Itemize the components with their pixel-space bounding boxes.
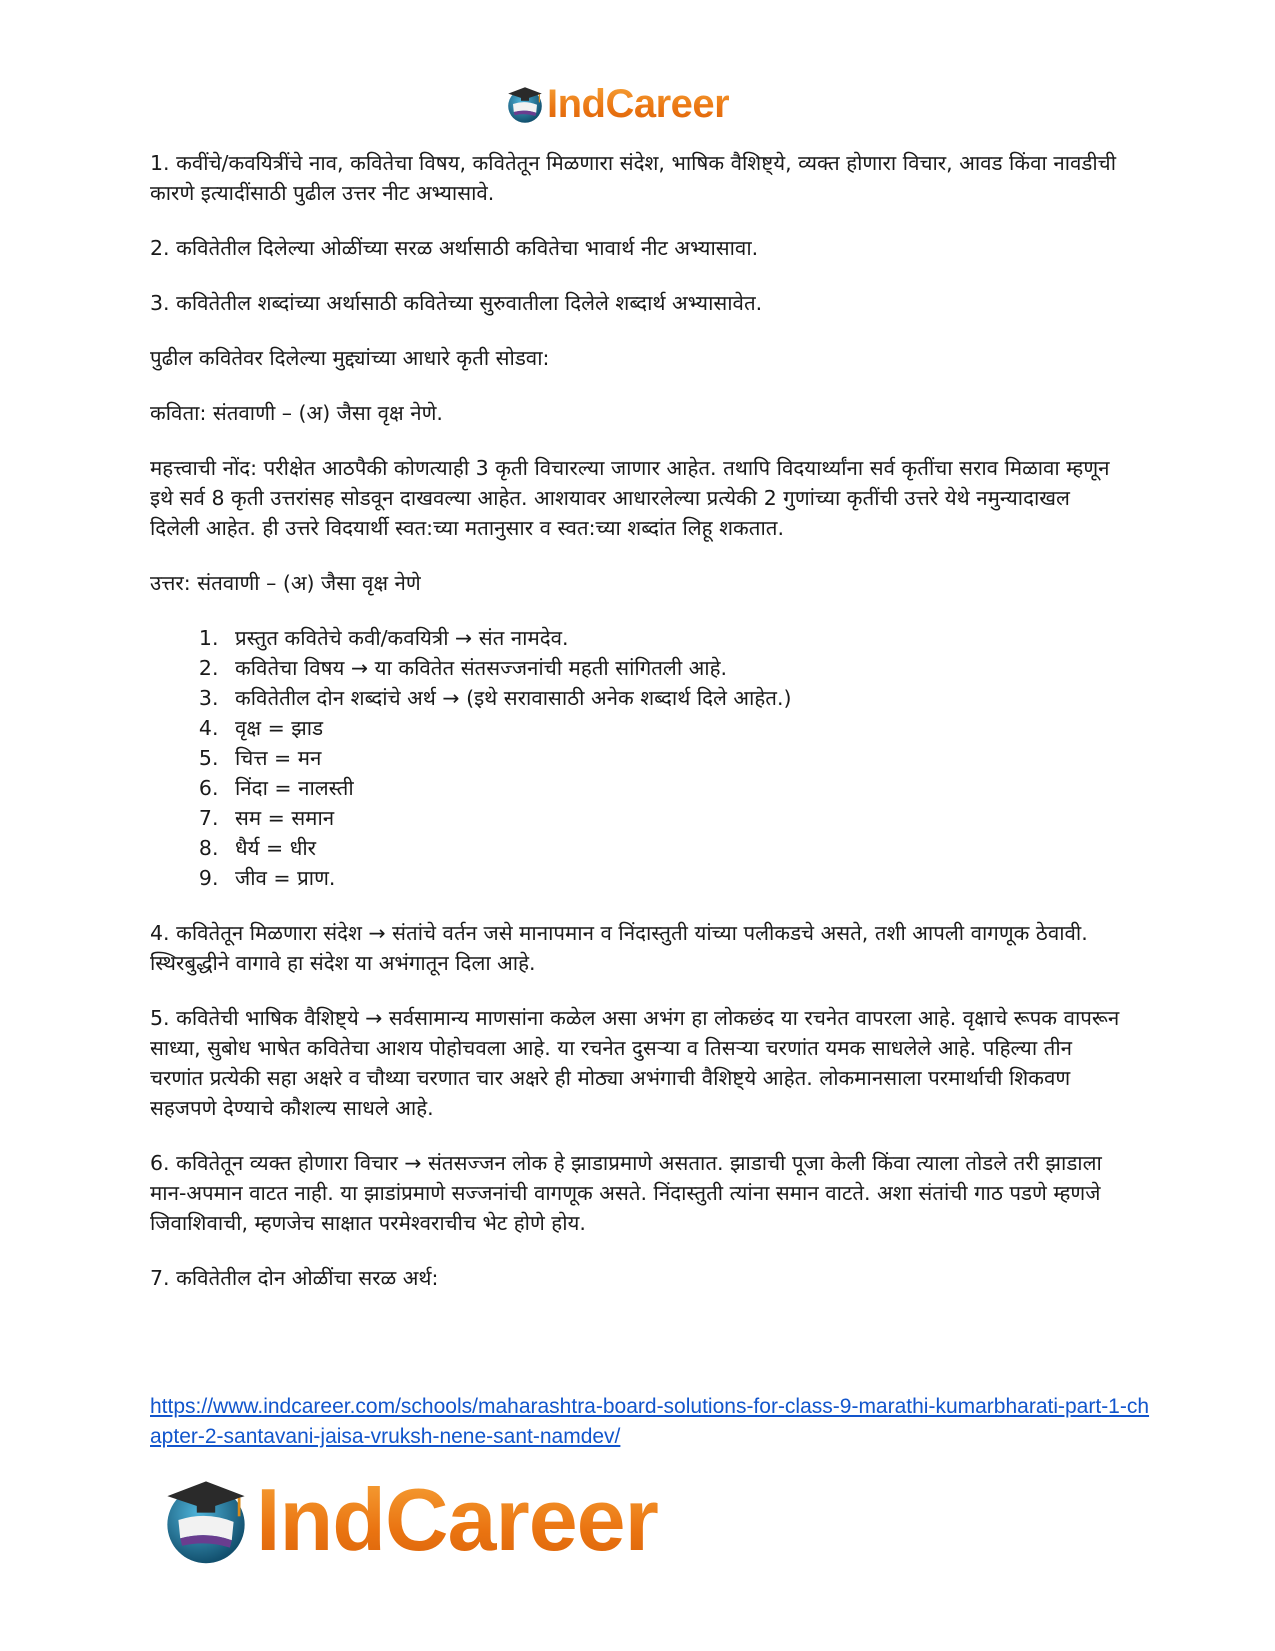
answer-simple-meaning: 7. कवितेतील दोन ओळींचा सरळ अर्थ:	[150, 1266, 439, 1290]
graduation-globe-icon	[160, 1474, 252, 1566]
instruction-1: 1. कवींचे/कवयित्रींचे नाव, कवितेचा विषय, कवितेतून मिळणारा संदेश, भाषिक वैशिष्ट्ये, व्यक्त होणारा विचार, आवड किंवा नावडीची कारणे इत्यादींसाठी पुढील उत्तर नीट अभ्यासावे.	[150, 151, 1117, 205]
list-item: 1. प्रस्तुत कवितेचे कवी/कवयित्री → संत नामदेव.	[225, 623, 1125, 653]
list-item: 3. कवितेतील दोन शब्दांचे अर्थ → (इथे सरावासाठी अनेक शब्दार्थ दिले आहेत.)	[225, 683, 1125, 713]
header-logo	[505, 82, 729, 126]
list-item: 9. जीव = प्राण.	[225, 863, 1125, 893]
list-item: 6. निंदा = नालस्ती	[225, 773, 1125, 803]
list-item: 4. वृक्ष = झाड	[225, 713, 1125, 743]
poem-title: कविता: संतवाणी – (अ) जैसा वृक्ष नेणे.	[150, 401, 443, 425]
answer-heading: उत्तर: संतवाणी – (अ) जैसा वृक्ष नेणे	[150, 571, 421, 595]
important-note: महत्त्वाची नोंद: परीक्षेत आठपैकी कोणत्याही 3 कृती विचारल्या जाणार आहेत. तथापि विदयार्थ्यांना सर्व कृतींचा सराव मिळावा म्हणून इथे सर्व 8 कृती उत्तरांसह सोडवून दाखवल्या आहेत. आशयावर आधारलेल्या प्रत्येकी 2 गुणांच्या कृतींची उत्तरे येथे नमुन्यादाखल दिलेली आहेत. ही उत्तरे विदयार्थी स्वत:च्या मतानुसार व स्वत:च्या शब्दांत लिहू शकतात.	[150, 456, 1110, 540]
list-item: 8. धैर्य = धीर	[225, 833, 1125, 863]
graduation-globe-icon	[505, 84, 545, 124]
logo-text: IndCareer	[256, 1470, 658, 1569]
list-item: 5. चित्त = मन	[225, 743, 1125, 773]
list-item: 7. सम = समान	[225, 803, 1125, 833]
answer-message: 4. कवितेतून मिळणारा संदेश → संतांचे वर्तन जसे मानापमान व निंदास्तुती यांच्या पलीकडचे असते, तशी आपली वागणूक ठेवावी. स्थिरबुद्धीने वागावे हा संदेश या अभंगातून दिला आहे.	[150, 921, 1088, 975]
task-heading: पुढील कवितेवर दिलेल्या मुद्द्यांच्या आधारे कृती सोडवा:	[150, 346, 550, 370]
source-link[interactable]: https://www.indcareer.com/schools/maharashtra-board-solutions-for-class-9-marathi-kumarbharati-part-1-chapter-2-santavani-jaisa-vruksh-nene-sant-namdev/	[150, 1395, 1150, 1448]
list-item: 2. कवितेचा विषय → या कवितेत संतसज्जनांची महती सांगितली आहे.	[225, 653, 1125, 683]
answer-list	[150, 623, 1125, 893]
logo-text: IndCareer	[547, 81, 730, 126]
document-body	[150, 148, 1125, 1318]
footer-logo	[160, 1470, 658, 1570]
instruction-2: 2. कवितेतील दिलेल्या ओळींच्या सरळ अर्थासाठी कवितेचा भावार्थ नीट अभ्यासावा.	[150, 236, 759, 260]
answer-language-features: 5. कवितेची भाषिक वैशिष्ट्ये → सर्वसामान्य माणसांना कळेल असा अभंग हा लोकछंद या रचनेत वापरला आहे. वृक्षाचे रूपक वापरून साध्या, सुबोध भाषेत कवितेचा आशय पोहोचवला आहे. या रचनेत दुसऱ्या व तिसऱ्या चरणांत यमक साधलेले आहे. पहिल्या तीन चरणांत प्रत्येकी सहा अक्षरे व चौथ्या चरणात चार अक्षरे ही मोठ्या अभंगाची वैशिष्ट्ये आहेत. लोकमानसाला परमार्थाची शिकवण सहजपणे देण्याचे कौशल्य साधले आहे.	[150, 1006, 1120, 1120]
answer-thought: 6. कवितेतून व्यक्त होणारा विचार → संतसज्जन लोक हे झाडाप्रमाणे असतात. झाडाची पूजा केली किंवा त्याला तोडले तरी झाडाला मान-अपमान वाटत नाही. या झाडांप्रमाणे सज्जनांची वागणूक असते. निंदास्तुती त्यांना समान वाटते. अशा संतांची गाठ पडणे म्हणजे जिवाशिवाची, म्हणजेच साक्षात परमेश्वराचीच भेट होणे होय.	[150, 1151, 1102, 1235]
instruction-3: 3. कवितेतील शब्दांच्या अर्थासाठी कवितेच्या सुरुवातीला दिलेले शब्दार्थ अभ्यासावेत.	[150, 291, 763, 315]
